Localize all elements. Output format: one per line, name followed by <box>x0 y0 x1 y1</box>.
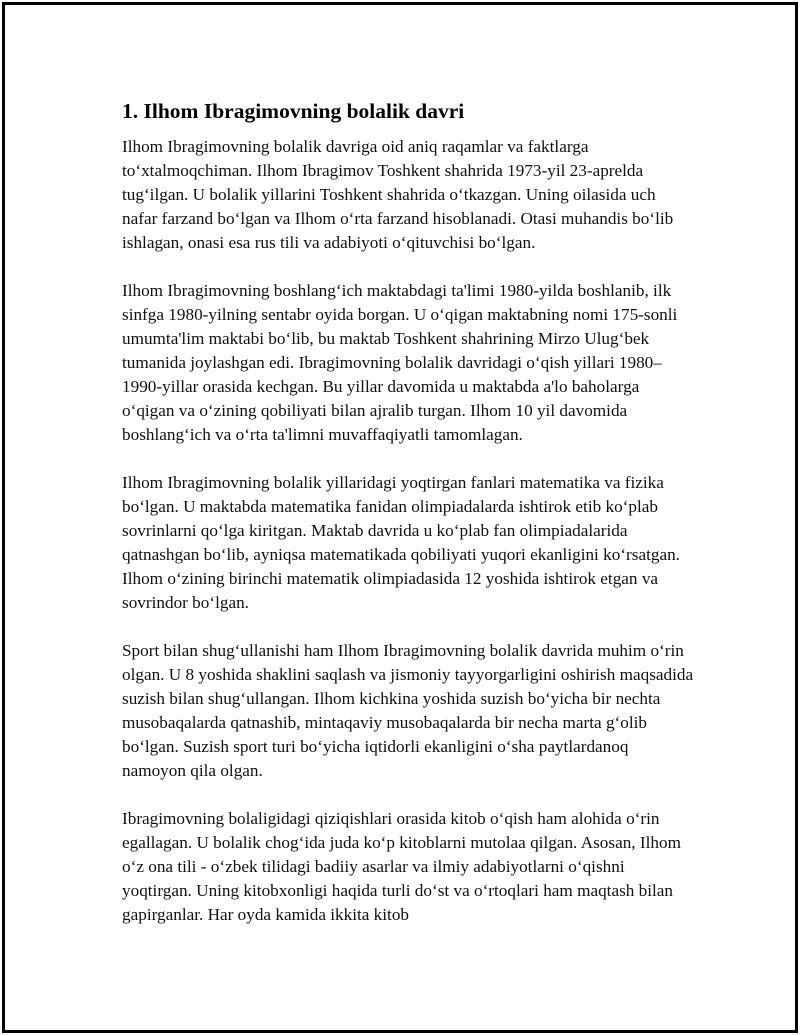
paragraph-childhood-facts: Ilhom Ibragimovning bolalik davriga oid aniq raqamlar va faktlarga to‘xtalmoqchiman. Ilhom Ibragimov Toshkent shahrida 1973-yil 23-aprelda tug‘ilgan. U bolalik yillarini Toshkent shahrida o‘tkazgan. Uning oilasida uch nafar farzand bo‘lgan va Ilhom o‘rta farzand hisoblanadi. Otasi muhandis bo‘lib ishlagan, onasi esa rus tili va adabiyoti o‘qituvchisi bo‘lgan. <box>122 137 674 252</box>
paragraph-sport: Sport bilan shug‘ullanishi ham Ilhom Ibragimovning bolalik davrida muhim o‘rin olgan. U 8 yoshida shaklini saqlash va jismoniy tayyorgarligini oshirish maqsadida suzish bilan shug‘ullangan. Ilhom kichkina yoshida suzish bo‘yicha bir nechta musobaqalarda qatnashib, mintaqaviy musobaqalarda bir necha marta g‘olib bo‘lgan. Suzish sport turi bo‘yicha iqtidorli ekanligini o‘sha paytlardanoq namoyon qila olgan. <box>122 641 694 780</box>
document-body <box>122 97 694 951</box>
paragraph-primary-school: Ilhom Ibragimovning boshlang‘ich maktabdagi ta'limi 1980-yilda boshlanib, ilk sinfga 1980-yilning sentabr oyida borgan. U o‘qigan maktabning nomi 175-sonli umumta'lim maktabi bo‘lib, bu maktab Toshkent shahrining Mirzo Ulug‘bek tumanida joylashgan edi. Ibragimovning bolalik davridagi o‘qish yillari 1980–1990-yillar orasida kechgan. Bu yillar davomida u maktabda a'lo baholarga o‘qigan va o‘zining qobiliyati bilan ajralib turgan. Ilhom 10 yil davomida boshlang‘ich va o‘rta ta'limni muvaffaqiyatli tamomlagan. <box>122 281 678 444</box>
paragraph-reading: Ibragimovning bolaligidagi qiziqishlari orasida kitob o‘qish ham alohida o‘rin egallagan. U bolalik chog‘ida juda ko‘p kitoblarni mutolaa qilgan. Asosan, Ilhom o‘z ona tili - o‘zbek tilidagi badiiy asarlar va ilmiy adabiyotlarni o‘qishni yoqtirgan. Uning kitobxonligi haqida turli do‘st va o‘rtoqlari ham maqtash bilan gapirganlar. Har oyda kamida ikkita kitob <box>122 809 681 924</box>
paragraph-favorite-subjects: Ilhom Ibragimovning bolalik yillaridagi yoqtirgan fanlari matematika va fizika bo‘lgan. U maktabda matematika fanidan olimpiadalarda ishtirok etib ko‘plab sovrinlarni qo‘lga kiritgan. Maktab davrida u ko‘plab fan olimpiadalarida qatnashgan bo‘lib, ayniqsa matematikada qobiliyati yuqori ekanligini ko‘rsatgan. Ilhom o‘zining birinchi matematik olimpiadasida 12 yoshida ishtirok etgan va sovrindor bo‘lgan. <box>122 473 680 612</box>
page-frame <box>2 2 798 1033</box>
section-heading: 1. Ilhom Ibragimovning bolalik davri <box>122 99 465 123</box>
